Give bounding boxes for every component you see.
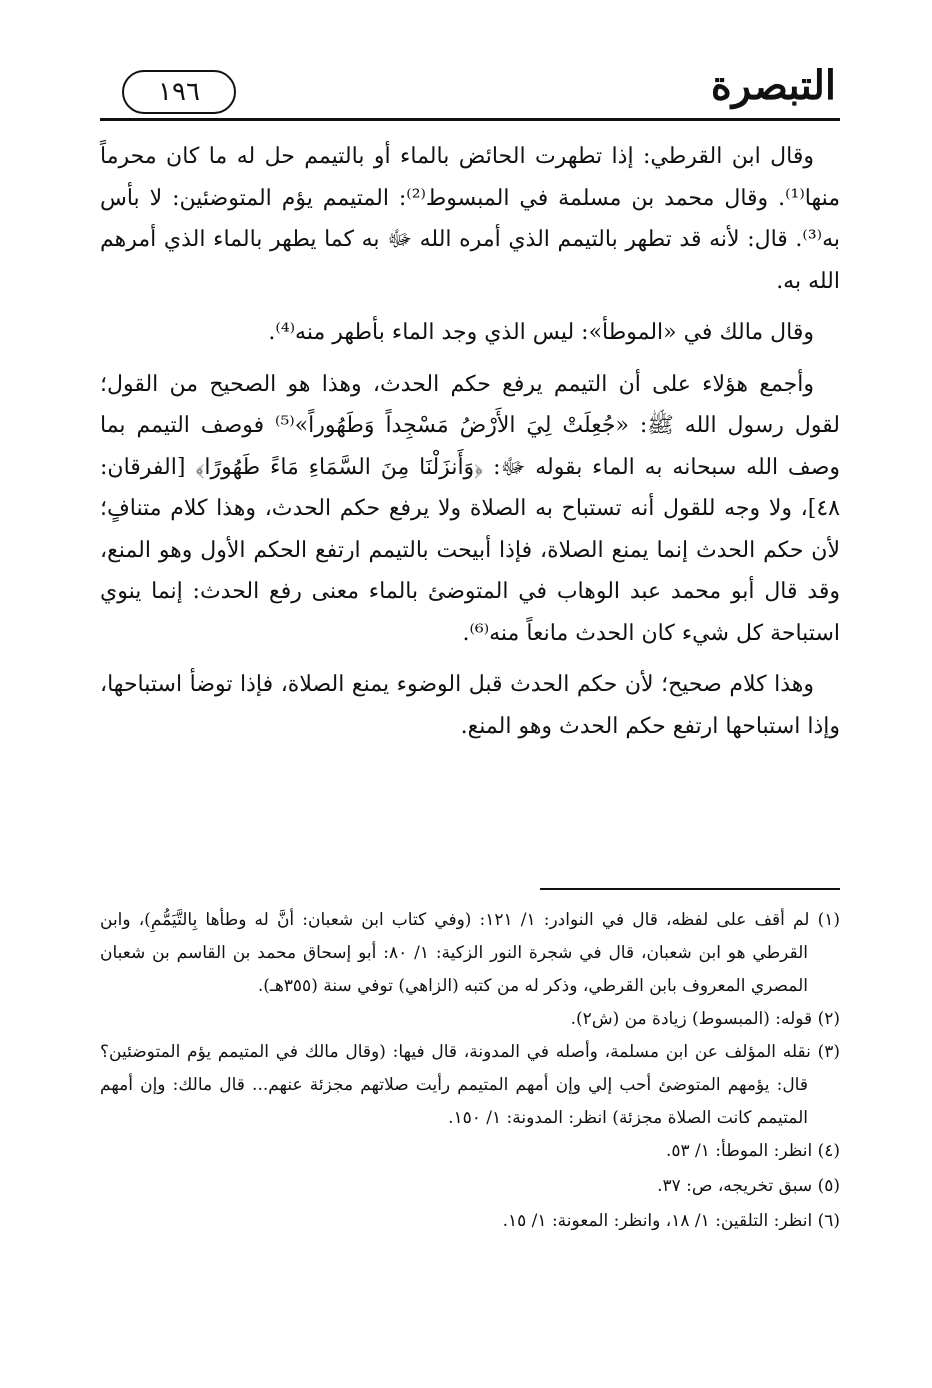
page-header [100,56,840,126]
footnotes [100,904,840,1240]
paragraph: وقال ابن القرطي: إذا تطهرت الحائض بالماء أو بالتيمم حل له ما كان محرماً منها⁽¹⁾. وقال محمد بن مسلمة في المبسوط⁽²⁾: المتيمم يؤم المتوضئين: لا بأس به⁽³⁾. قال: لأنه قد تطهر بالتيمم الذي أمره الله ﷻ به كما يطهر بالماء الذي أمرهم الله به. [100,144,841,294]
book-title: التبصرة [710,62,836,109]
paragraph: وهذا كلام صحيح؛ لأن حكم الحدث قبل الوضوء يمنع الصلاة، فإذا توضأ استباحها، وإذا استباحها ارتفع حكم الحدث وهو المنع. [100,672,840,739]
footnote-divider [540,888,840,890]
footnote: (٦) انظر: التلقين: ١/ ١٨، وانظر: المعونة: ١/ ١٥. [502,1211,840,1231]
footnote: (٤) انظر: الموطأ: ١/ ٥٣. [665,1141,840,1161]
footnote: (٣) نقله المؤلف عن ابن مسلمة، وأصله في المدونة، قال فيها: (وقال مالك في المتيمم يؤم المتوضئين؟ قال: يؤمهم المتوضئ أحب إلي وإن أمهم المتيمم رأيت صلاتهم مجزئة عنهم... قال مالك: وإن أمهم المتيمم كانت الصلاة مجزئة) انظر: المدونة: ١/ ١٥٠. [100,1042,840,1128]
paragraph: وأجمع هؤلاء على أن التيمم يرفع حكم الحدث، وهذا هو الصحيح من القول؛ لقول رسول الله ﷺ: «جُعِلَتْ لِيَ الأَرْضُ مَسْجِداً وَطَهُوراً»⁽⁵⁾ فوصف التيمم بما وصف الله سبحانه به الماء بقوله ﷻ: ﴿وَأَنزَلْنَا مِنَ السَّمَاءِ مَاءً طَهُورًا﴾ [الفرقان: ٤٨]، ولا وجه للقول أنه تستباح به الصلاة ولا يرفع حكم الحدث، وهذا كلام متنافٍ؛ لأن حكم الحدث إنما يمنع الصلاة، فإذا أبيحت بالتيمم ارتفع الحكم الأول وهو المنع، وقد قال أبو محمد عبد الوهاب في المتوضئ بالماء معنى رفع الحدث: إنما ينوي استباحة كل شيء كان الحدث مانعاً منه⁽⁶⁾. [100,371,841,646]
footnote: (٥) سبق تخريجه، ص: ٣٧. [657,1176,840,1196]
footnote: (٢) قوله: (المبسوط) زيادة من (ش٢). [570,1009,840,1029]
page-number: ١٩٦ [122,70,236,114]
footnote: (١) لم أقف على لفظه، قال في النوادر: ١/ ١٢١: (وفي كتاب ابن شعبان: أنَّ له وطأها بِالتَّيَمُّمِ)، وابن القرطي هو ابن شعبان، قال في شجرة النور الزكية: ١/ ٨٠: أبو إسحاق محمد بن القاسم بن شعبان المصري المعروف بابن القرطي، وذكر له من كتبه (الزاهي) توفي سنة (٣٥٥هـ). [100,910,840,996]
paragraph: وقال مالك في «الموطأ»: ليس الذي وجد الماء بأطهر منه⁽⁴⁾. [268,320,814,345]
header-rule [100,118,840,121]
main-text [100,136,840,757]
